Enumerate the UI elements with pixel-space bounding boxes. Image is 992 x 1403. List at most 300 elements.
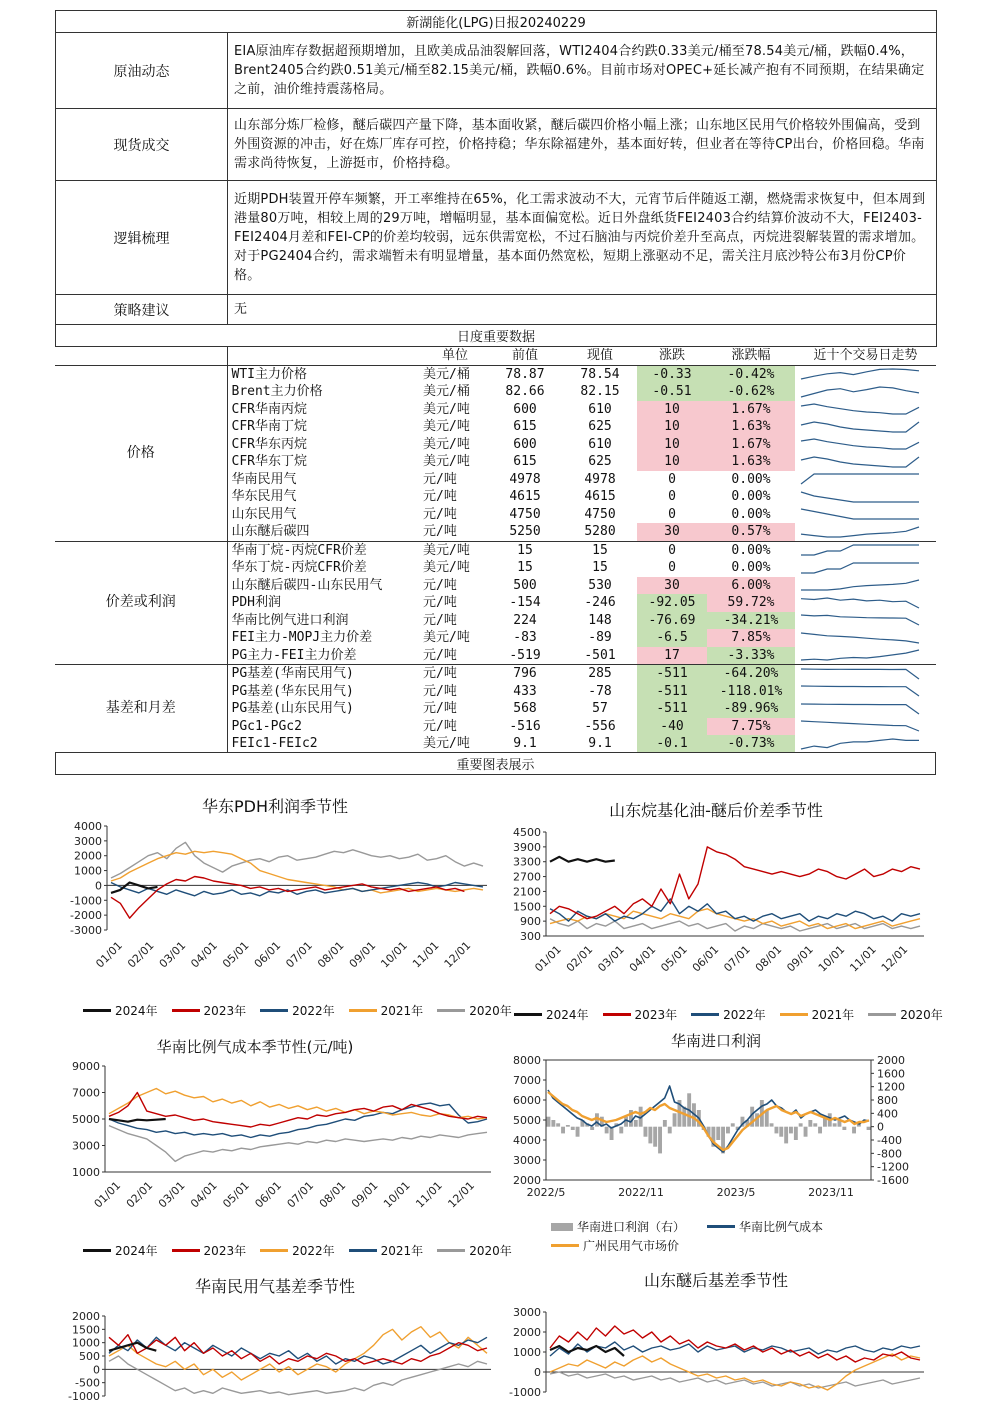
legend-item bbox=[349, 1002, 424, 1019]
sparkline-svg bbox=[795, 506, 925, 522]
x-tick-label: 02/01 bbox=[123, 1178, 156, 1211]
row-curr: 4978 bbox=[584, 471, 616, 487]
group-label: 价格 bbox=[55, 365, 227, 541]
legend-label: 2021年 bbox=[811, 1008, 855, 1022]
x-tick-label: 12/01 bbox=[445, 1178, 478, 1211]
row-pct: 7.75% bbox=[707, 718, 795, 736]
row-unit: 元/吨 bbox=[423, 471, 457, 487]
row-prev: 615 bbox=[513, 454, 537, 470]
series-line bbox=[550, 919, 920, 931]
series-line bbox=[550, 899, 920, 921]
row-chg: 10 bbox=[637, 436, 707, 454]
row-unit: 美元/吨 bbox=[423, 454, 470, 470]
y-tick-label: 5000 bbox=[513, 1114, 541, 1127]
sparkline bbox=[801, 615, 919, 625]
x-tick-label: 04/01 bbox=[626, 942, 659, 975]
row-chg: 0 bbox=[668, 506, 676, 522]
report-page bbox=[55, 10, 936, 775]
y-tick-label: 2100 bbox=[513, 885, 541, 899]
y-tick-label: 3000 bbox=[513, 1306, 541, 1319]
y-tick-label: 4500 bbox=[513, 826, 541, 839]
group-label: 价差或利润 bbox=[55, 541, 227, 665]
x-tick-label: 09/01 bbox=[784, 942, 816, 975]
legend-swatch bbox=[172, 1249, 200, 1252]
profit-bar bbox=[775, 1127, 779, 1134]
row-curr: 82.15 bbox=[580, 384, 620, 400]
row-chg: 0 bbox=[668, 489, 676, 505]
row-chg: 17 bbox=[637, 647, 707, 665]
row-name: 华东民用气 bbox=[231, 489, 297, 505]
section-text-spot: 山东部分炼厂检修，醚后碳四产量下降，基本面收紧，醚后碳四价格小幅上涨；山东地区民用气价格较外围偏高，受到外围资源的冲击，好在炼厂库存可控，价格持稳；华东除福建外，基本面好转，但业者在等待CP出台，价格回稳。华南需求尚待恢复，上游挺市，价格持稳。 bbox=[228, 109, 937, 181]
chart-legend bbox=[514, 1006, 943, 1023]
row-prev: 15 bbox=[487, 541, 563, 559]
row-prev: 600 bbox=[513, 401, 537, 417]
row-sparkline bbox=[795, 647, 936, 665]
legend-swatch bbox=[868, 1013, 896, 1016]
chart-south-cost bbox=[55, 1032, 512, 1260]
profit-bar bbox=[833, 1123, 837, 1126]
row-sparkline bbox=[795, 436, 936, 454]
sparkline bbox=[801, 633, 919, 643]
row-curr: -501 bbox=[584, 647, 616, 663]
sparkline bbox=[801, 650, 919, 660]
profit-bar bbox=[818, 1127, 822, 1134]
profit-bar bbox=[804, 1127, 808, 1137]
chart-shandong-basis bbox=[496, 1266, 936, 1403]
legend-label: 2020年 bbox=[469, 1244, 512, 1258]
x-tick-label: 10/01 bbox=[378, 938, 410, 971]
x-tick-label: 2023/11 bbox=[808, 1186, 854, 1199]
profit-bar bbox=[619, 1127, 623, 1134]
row-sparkline bbox=[795, 401, 936, 419]
row-unit: 元/吨 bbox=[423, 506, 457, 522]
x-tick-label: 10/01 bbox=[815, 942, 848, 975]
report-title: 新湖能化(LPG)日报20240229 bbox=[56, 11, 937, 33]
row-unit: 美元/吨 bbox=[423, 630, 470, 646]
legend-item bbox=[514, 1006, 589, 1023]
x-tick-label: 05/01 bbox=[220, 938, 252, 971]
row-prev: 796 bbox=[487, 665, 563, 683]
x-tick-label: 2023/5 bbox=[716, 1186, 756, 1199]
row-unit: 美元/吨 bbox=[423, 401, 470, 417]
row-prev: 4750 bbox=[509, 506, 541, 522]
y2-tick-label: 2000 bbox=[877, 1054, 905, 1067]
row-sparkline bbox=[795, 383, 936, 401]
row-name: 华东丁烷-丙烷CFR价差 bbox=[231, 560, 367, 576]
row-name: FEIc1-FEIc2 bbox=[231, 736, 318, 752]
profit-bar bbox=[648, 1127, 652, 1144]
y-tick-label: 7000 bbox=[72, 1086, 100, 1100]
daily-row bbox=[55, 365, 936, 383]
legend-label: 2023年 bbox=[203, 1004, 247, 1018]
row-name: PG主力-FEI主力价差 bbox=[231, 647, 357, 663]
sparkline-svg bbox=[795, 471, 925, 487]
row-unit: 元/吨 bbox=[423, 683, 457, 699]
row-sparkline bbox=[795, 506, 936, 524]
legend-swatch bbox=[551, 1244, 579, 1247]
y2-tick-label: -1600 bbox=[877, 1174, 909, 1187]
row-chg: -92.05 bbox=[637, 594, 707, 612]
legend-swatch bbox=[83, 1249, 111, 1252]
row-unit: 元/吨 bbox=[423, 701, 457, 717]
y-tick-label: 900 bbox=[520, 915, 541, 929]
y-tick-label: 3000 bbox=[72, 1139, 100, 1153]
row-name: PDH利润 bbox=[231, 595, 281, 611]
row-curr: 4750 bbox=[584, 506, 616, 522]
row-pct: 1.67% bbox=[707, 401, 795, 419]
x-tick-label: 03/01 bbox=[155, 1178, 188, 1211]
legend-item bbox=[172, 1242, 247, 1259]
series-line bbox=[109, 1335, 487, 1364]
row-curr: 57 bbox=[592, 701, 608, 717]
chart-svg bbox=[55, 1296, 495, 1401]
section-label-logic: 逻辑梳理 bbox=[56, 181, 228, 295]
sparkline-svg bbox=[795, 454, 925, 470]
profit-bar bbox=[813, 1123, 817, 1126]
sparkline bbox=[801, 704, 919, 714]
profit-bar bbox=[779, 1127, 783, 1137]
y-tick-label: 0 bbox=[95, 879, 102, 893]
y2-tick-label: 1200 bbox=[877, 1080, 905, 1094]
legend-label: 2024年 bbox=[546, 1008, 589, 1022]
y-tick-label: 2000 bbox=[513, 1326, 541, 1339]
legend-item bbox=[707, 1218, 823, 1235]
daily-data-title: 日度重要数据 bbox=[56, 325, 937, 347]
sparkline bbox=[801, 686, 919, 696]
chart-title: 华南比例气成本季节性(元/吨) bbox=[156, 1038, 354, 1056]
row-curr: 610 bbox=[588, 401, 612, 417]
profit-bar bbox=[770, 1123, 774, 1126]
row-name: CFR华东丁烷 bbox=[231, 454, 307, 470]
row-unit: 美元/吨 bbox=[423, 541, 487, 559]
y-tick-label: 7000 bbox=[513, 1074, 541, 1087]
x-tick-label: 05/01 bbox=[658, 942, 690, 975]
y-tick-label: -1000 bbox=[68, 1390, 100, 1401]
row-name: 华南丁烷-丙烷CFR价差 bbox=[227, 541, 423, 559]
row-curr: 9.1 bbox=[588, 736, 612, 752]
row-name: WTI主力价格 bbox=[227, 365, 423, 383]
x-tick-label: 2022/11 bbox=[618, 1186, 664, 1199]
sparkline-svg bbox=[795, 595, 925, 611]
x-tick-label: 10/01 bbox=[381, 1178, 413, 1211]
row-curr: 4615 bbox=[584, 489, 616, 505]
row-chg: 30 bbox=[637, 577, 707, 595]
chart-title: 山东烷基化油-醚后价差季节性 bbox=[609, 801, 823, 820]
sparkline-svg bbox=[795, 718, 925, 734]
profit-bar bbox=[551, 1120, 555, 1127]
legend-swatch bbox=[349, 1009, 377, 1012]
y-tick-label: 1000 bbox=[72, 1336, 100, 1350]
profit-bar bbox=[556, 1123, 560, 1126]
row-chg: 0 bbox=[668, 471, 676, 487]
row-pct: -64.20% bbox=[707, 665, 795, 683]
section-label-spot: 现货成交 bbox=[56, 109, 228, 181]
series-line bbox=[550, 1326, 920, 1362]
sparkline-svg bbox=[795, 630, 925, 646]
y-tick-label: 0 bbox=[534, 1366, 541, 1379]
section-text-logic: 近期PDH装置开停车频繁，开工率维持在65%，化工需求波动不大，元宵节后伴随返工潮，燃烧需求恢复中，但本周到港量80万吨，相较上周的29万吨，增幅明显，基本面偏宽松。近日外盘纸货FEI2403合约结算价波动不大，FEI2403-FEI2404月差和FEI-CP的价差均较弱，远东供需宽松，不过石脑油与丙烷价差升至高点，丙烷进裂解装置的需求增加。对于PG2404合约，需求端暂未有明显增量，基本面仍然宽松，短期上涨驱动不足，需关注月底沙特公布3月份CP价格。 bbox=[228, 181, 937, 295]
series-line bbox=[109, 1103, 487, 1137]
header-category bbox=[55, 347, 227, 365]
x-tick-label: 04/01 bbox=[188, 1178, 220, 1211]
daily-row bbox=[55, 541, 936, 559]
profit-bar bbox=[726, 1127, 730, 1134]
x-tick-label: 12/01 bbox=[878, 942, 911, 975]
x-tick-label: 07/01 bbox=[283, 938, 315, 971]
series-line bbox=[550, 1346, 624, 1356]
sparkline bbox=[801, 439, 919, 449]
x-tick-label: 08/01 bbox=[315, 938, 347, 971]
y-tick-label: 1500 bbox=[72, 1323, 100, 1337]
row-pct: 0.57% bbox=[707, 523, 795, 541]
y-tick-label: 3900 bbox=[513, 840, 541, 854]
row-unit: 元/吨 bbox=[423, 612, 457, 628]
row-chg: -0.51 bbox=[637, 383, 707, 401]
x-tick-label: 2022/5 bbox=[526, 1186, 566, 1199]
row-curr: 625 bbox=[588, 419, 612, 435]
legend-label: 2024年 bbox=[115, 1004, 158, 1018]
y2-tick-label: 800 bbox=[877, 1094, 898, 1107]
row-pct: -89.96% bbox=[707, 700, 795, 718]
chart-pdh-profit bbox=[55, 788, 512, 1020]
y-tick-label: 300 bbox=[520, 930, 541, 943]
row-chg: -0.1 bbox=[637, 735, 707, 753]
row-pct: 1.67% bbox=[707, 436, 795, 454]
row-prev: 78.87 bbox=[487, 365, 563, 383]
sparkline bbox=[801, 387, 919, 397]
legend-item bbox=[780, 1006, 855, 1023]
legend-label: 2022年 bbox=[292, 1004, 335, 1018]
row-curr: 285 bbox=[563, 665, 637, 683]
header-curr: 现值 bbox=[586, 348, 613, 364]
legend-swatch bbox=[707, 1225, 735, 1228]
legend-swatch bbox=[349, 1249, 377, 1252]
profit-bar bbox=[673, 1113, 677, 1126]
profit-bar bbox=[799, 1123, 803, 1126]
x-tick-label: 08/01 bbox=[316, 1178, 349, 1211]
sparkline-svg bbox=[795, 612, 925, 628]
row-unit: 元/吨 bbox=[423, 577, 457, 593]
y2-tick-label: -1200 bbox=[877, 1160, 909, 1174]
y-tick-label: 3300 bbox=[513, 855, 541, 869]
profit-bar bbox=[794, 1127, 798, 1140]
row-sparkline bbox=[795, 718, 936, 736]
legend-swatch bbox=[172, 1009, 200, 1012]
sparkline bbox=[801, 474, 919, 484]
row-pct: -0.73% bbox=[707, 735, 795, 753]
x-tick-label: 01/01 bbox=[93, 938, 125, 971]
profit-bar bbox=[566, 1125, 570, 1127]
daily-header-row bbox=[55, 347, 936, 365]
legend-item bbox=[868, 1006, 943, 1023]
sparkline-svg bbox=[795, 542, 925, 558]
chart-title: 华南进口利润 bbox=[670, 1032, 761, 1050]
row-sparkline bbox=[795, 418, 936, 436]
series-line bbox=[550, 857, 615, 862]
row-chg: -0.33 bbox=[637, 365, 707, 383]
charts-title-table bbox=[55, 752, 936, 775]
legend-swatch bbox=[260, 1249, 288, 1252]
row-pct: 0.00% bbox=[731, 560, 771, 576]
row-chg: 10 bbox=[637, 401, 707, 419]
y-tick-label: 5000 bbox=[72, 1113, 100, 1126]
sparkline bbox=[801, 457, 919, 467]
y2-tick-label: -400 bbox=[877, 1134, 902, 1147]
profit-bar bbox=[590, 1127, 594, 1130]
row-pct: 7.85% bbox=[707, 629, 795, 647]
profit-bar bbox=[668, 1127, 672, 1134]
row-sparkline bbox=[795, 471, 936, 489]
row-prev: -516 bbox=[509, 718, 541, 734]
row-pct: 0.00% bbox=[707, 541, 795, 559]
profit-bar bbox=[716, 1127, 720, 1140]
section-text-strategy: 无 bbox=[228, 295, 937, 325]
row-chg: 0 bbox=[637, 541, 707, 559]
legend-swatch bbox=[83, 1009, 111, 1012]
row-unit: 元/吨 bbox=[423, 647, 457, 663]
row-chg: 0 bbox=[668, 560, 676, 576]
y2-tick-label: 0 bbox=[877, 1120, 884, 1134]
legend-item bbox=[83, 1002, 158, 1019]
row-prev: 600 bbox=[513, 436, 537, 452]
legend-label: 广州民用气市场价 bbox=[583, 1239, 680, 1253]
x-tick-label: 08/01 bbox=[752, 942, 785, 975]
y-tick-label: 3000 bbox=[513, 1154, 541, 1167]
row-prev: 4615 bbox=[509, 489, 541, 505]
row-curr: 530 bbox=[588, 577, 612, 593]
x-tick-label: 06/01 bbox=[252, 1178, 285, 1211]
chart-legend bbox=[83, 1002, 512, 1019]
row-curr: -89 bbox=[588, 630, 612, 646]
row-chg: -40 bbox=[637, 718, 707, 736]
header-prev: 前值 bbox=[511, 348, 538, 364]
chart-title: 山东醚后基差季节性 bbox=[643, 1271, 788, 1290]
row-prev: 433 bbox=[513, 683, 537, 699]
sparkline-svg bbox=[795, 647, 925, 663]
legend-swatch bbox=[780, 1013, 808, 1016]
section-label-crude: 原油动态 bbox=[56, 33, 228, 109]
chart-svg bbox=[55, 1058, 495, 1258]
row-curr: -246 bbox=[584, 595, 616, 611]
legend-item bbox=[172, 1002, 247, 1019]
profit-bar bbox=[867, 1127, 871, 1130]
legend-label: 2021年 bbox=[380, 1004, 424, 1018]
row-sparkline bbox=[795, 683, 936, 701]
chart-south-basis bbox=[55, 1272, 495, 1403]
row-name: FEI主力-MOPJ主力价差 bbox=[231, 630, 373, 646]
profit-bar bbox=[842, 1127, 846, 1130]
row-curr: 5280 bbox=[584, 524, 616, 540]
x-tick-label: 07/01 bbox=[721, 942, 753, 975]
legend-label: 2022年 bbox=[292, 1244, 335, 1258]
legend-item bbox=[260, 1242, 335, 1259]
sparkline-svg bbox=[795, 577, 925, 593]
sparkline-svg bbox=[795, 666, 925, 682]
row-pct: 0.00% bbox=[731, 506, 771, 522]
row-name: 华南民用气 bbox=[231, 471, 297, 487]
y2-tick-label: -800 bbox=[877, 1147, 902, 1161]
header-name bbox=[227, 347, 423, 365]
sparkline-svg bbox=[795, 560, 925, 576]
row-unit: 美元/桶 bbox=[423, 365, 487, 383]
legend-label: 2021年 bbox=[380, 1244, 424, 1258]
daily-row bbox=[55, 665, 936, 683]
y-tick-label: 2700 bbox=[513, 870, 541, 884]
row-chg: -511 bbox=[637, 665, 707, 683]
y-tick-label: 2000 bbox=[513, 1174, 541, 1187]
row-chg: -6.5 bbox=[637, 629, 707, 647]
sparkline-svg bbox=[795, 366, 925, 382]
profit-bar bbox=[663, 1120, 667, 1127]
row-pct: 0.00% bbox=[731, 489, 771, 505]
charts-title: 重要图表展示 bbox=[56, 752, 936, 774]
row-sparkline bbox=[795, 559, 936, 577]
y2-tick-label: 1600 bbox=[877, 1067, 905, 1081]
row-sparkline bbox=[795, 735, 936, 753]
y-tick-label: 9000 bbox=[72, 1060, 100, 1073]
profit-bar bbox=[605, 1127, 609, 1134]
y-tick-label: 0 bbox=[93, 1363, 100, 1377]
legend-item bbox=[551, 1218, 685, 1235]
charts-area bbox=[55, 788, 943, 1403]
row-pct: -34.21% bbox=[707, 612, 795, 630]
x-tick-label: 03/01 bbox=[156, 938, 189, 971]
row-chg: -511 bbox=[637, 700, 707, 718]
y-tick-label: 4000 bbox=[513, 1134, 541, 1147]
row-name: 山东醚后碳四 bbox=[231, 524, 310, 540]
profit-bar bbox=[682, 1107, 686, 1127]
chart-svg bbox=[496, 1290, 936, 1400]
row-curr: 148 bbox=[588, 612, 612, 628]
chart-title: 华东PDH利润季节性 bbox=[201, 797, 348, 816]
chart-legend bbox=[551, 1218, 823, 1235]
row-pct: -0.42% bbox=[707, 365, 795, 383]
row-unit: 美元/吨 bbox=[423, 419, 470, 435]
legend-label: 2022年 bbox=[723, 1008, 766, 1022]
series-line bbox=[109, 1119, 166, 1122]
legend-item bbox=[691, 1006, 766, 1023]
sparkline bbox=[801, 739, 919, 749]
profit-bar bbox=[561, 1127, 565, 1134]
legend-item bbox=[603, 1006, 678, 1023]
legend-swatch bbox=[691, 1013, 719, 1016]
header-chg: 涨跌 bbox=[658, 348, 685, 364]
chart-svg bbox=[55, 818, 495, 1018]
legend-label: 2020年 bbox=[469, 1004, 512, 1018]
row-name: 山东民用气 bbox=[231, 506, 297, 522]
x-tick-label: 04/01 bbox=[188, 938, 220, 971]
row-curr: 15 bbox=[563, 541, 637, 559]
profit-bar bbox=[784, 1127, 788, 1144]
profit-bar bbox=[576, 1127, 580, 1137]
profit-bar bbox=[653, 1127, 657, 1147]
row-curr: 15 bbox=[592, 560, 608, 576]
row-unit: 元/吨 bbox=[423, 524, 457, 540]
row-curr: -78 bbox=[588, 683, 612, 699]
row-prev: 5250 bbox=[509, 524, 541, 540]
x-tick-label: 01/01 bbox=[91, 1178, 124, 1211]
sparkline bbox=[801, 369, 919, 379]
x-tick-label: 02/01 bbox=[125, 938, 157, 971]
legend-label: 2023年 bbox=[203, 1244, 247, 1258]
y-tick-label: 1000 bbox=[74, 864, 102, 878]
legend-swatch bbox=[260, 1009, 288, 1012]
x-tick-label: 01/01 bbox=[532, 942, 564, 975]
sparkline-svg bbox=[795, 419, 925, 435]
row-prev: 82.66 bbox=[505, 384, 545, 400]
row-sparkline bbox=[795, 612, 936, 630]
row-chg: 10 bbox=[637, 453, 707, 471]
